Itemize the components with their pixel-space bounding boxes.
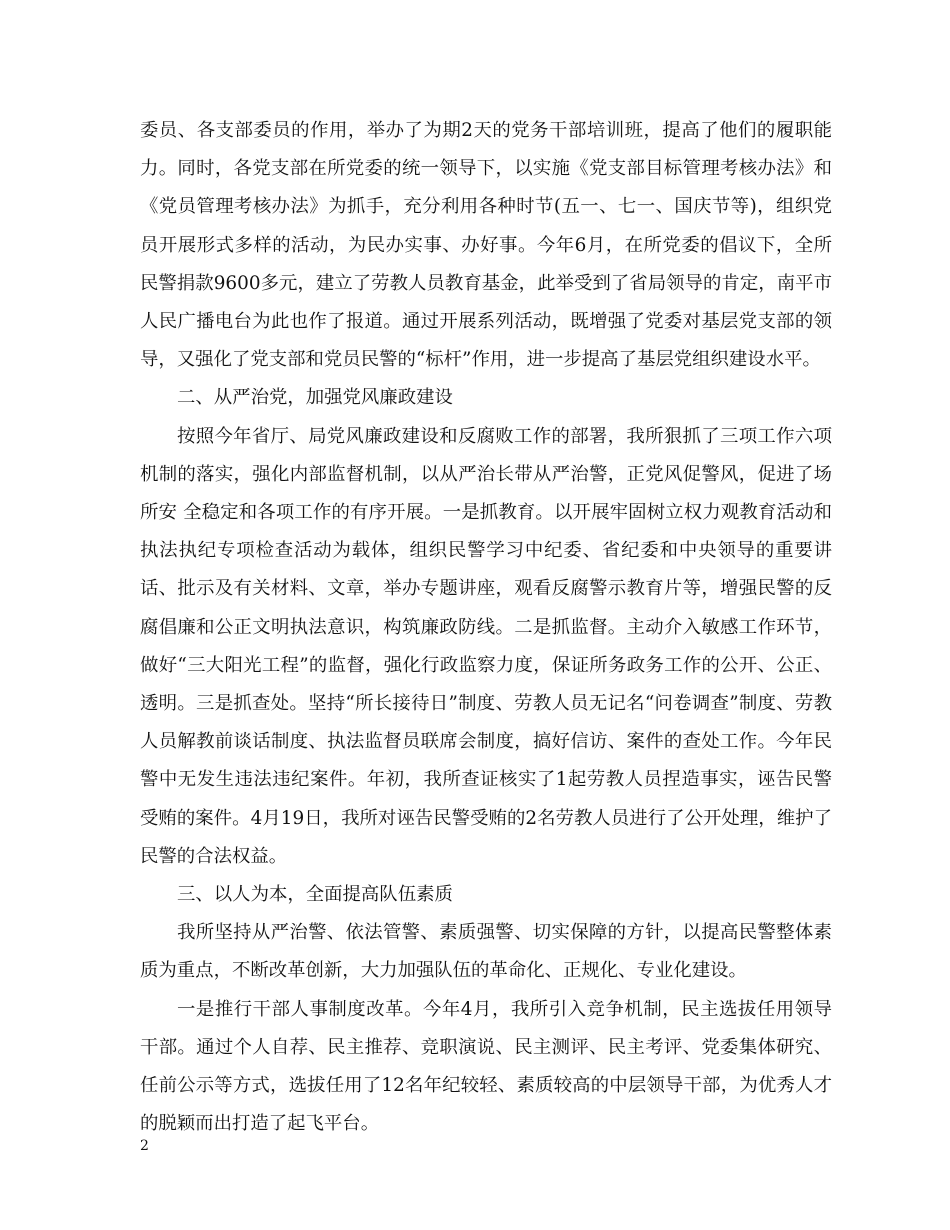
paragraph-anti-corruption-work: 按照今年省厅、局党风廉政建设和反腐败工作的部署，我所狠抓了三项工作六项机制的落实，强化内部监督机制，以从严治长带从严治警，正党风促警风，促进了场所安 全稳定和各项工作的有序开展。一是抓教育。以开展牢固树立权力观教育活动和执法执纪专项检查活动为载体，组织民警学习中纪委、省纪委和中央领导的重要讲话、批示及有关材料、文章，举办专题讲座，观看反腐警示教育片等，增强民警的反腐倡廉和公正文明执法意识，构筑廉政防线。二是抓监督。主动介入敏感工作环节，做好“三大阳光工程”的监督，强化行政监察力度，保证所务政务工作的公开、公正、透明。三是抓查处。坚持“所长接待日”制度、劳教人员无记名“问卷调查”制度、劳教人员解教前谈话制度、执法监督员联席会制度，搞好信访、案件的查处工作。今年民警中无发生违法违纪案件。年初，我所查证核实了1起劳教人员捏造事实，诬告民警受贿的案件。4月19日，我所对诬告民警受贿的2名劳教人员进行了公开处理，维护了民警的合法权益。 (140, 425, 832, 867)
document-body (140, 112, 832, 1143)
paragraph-team-building-policy: 我所坚持从严治警、依法管警、素质强警、切实保障的方针，以提高民警整体素质为重点，不断改革创新，大力加强队伍的革命化、正规化、专业化建设。 (140, 922, 832, 982)
paragraph-personnel-reform: 一是推行干部人事制度改革。今年4月，我所引入竞争机制，民主选拔任用领导干部。通过个人自荐、民主推荐、竞职演说、民主测评、民主考评、党委集体研究、任前公示等方式，选拔任用了12名年纪较轻、素质较高的中层领导干部，为优秀人才的脱颖而出打造了起飞平台。 (140, 998, 832, 1135)
section-heading-clean-government: 二、从严治党，加强党风廉政建设 (177, 387, 453, 409)
section-heading-team-quality: 三、以人为本，全面提高队伍素质 (177, 884, 453, 906)
paragraph-party-committee-role: 委员、各支部委员的作用，举办了为期2天的党务干部培训班，提高了他们的履职能力。同时，各党支部在所党委的统一领导下，以实施《党支部目标管理考核办法》和《党员管理考核办法》为抓手，充分利用各种时节(五一、七一、国庆节等)，组织党员开展形式多样的活动，为民办实事、办好事。今年6月，在所党委的倡议下，全所民警捐款9600多元，建立了劳教人员教育基金，此举受到了省局领导的肯定，南平市人民广播电台为此也作了报道。通过开展系列活动，既增强了党委对基层党支部的领导，又强化了党支部和党员民警的“标杆”作用，进一步提高了基层党组织建设水平。 (140, 120, 832, 371)
page-number: 2 (140, 1138, 149, 1154)
